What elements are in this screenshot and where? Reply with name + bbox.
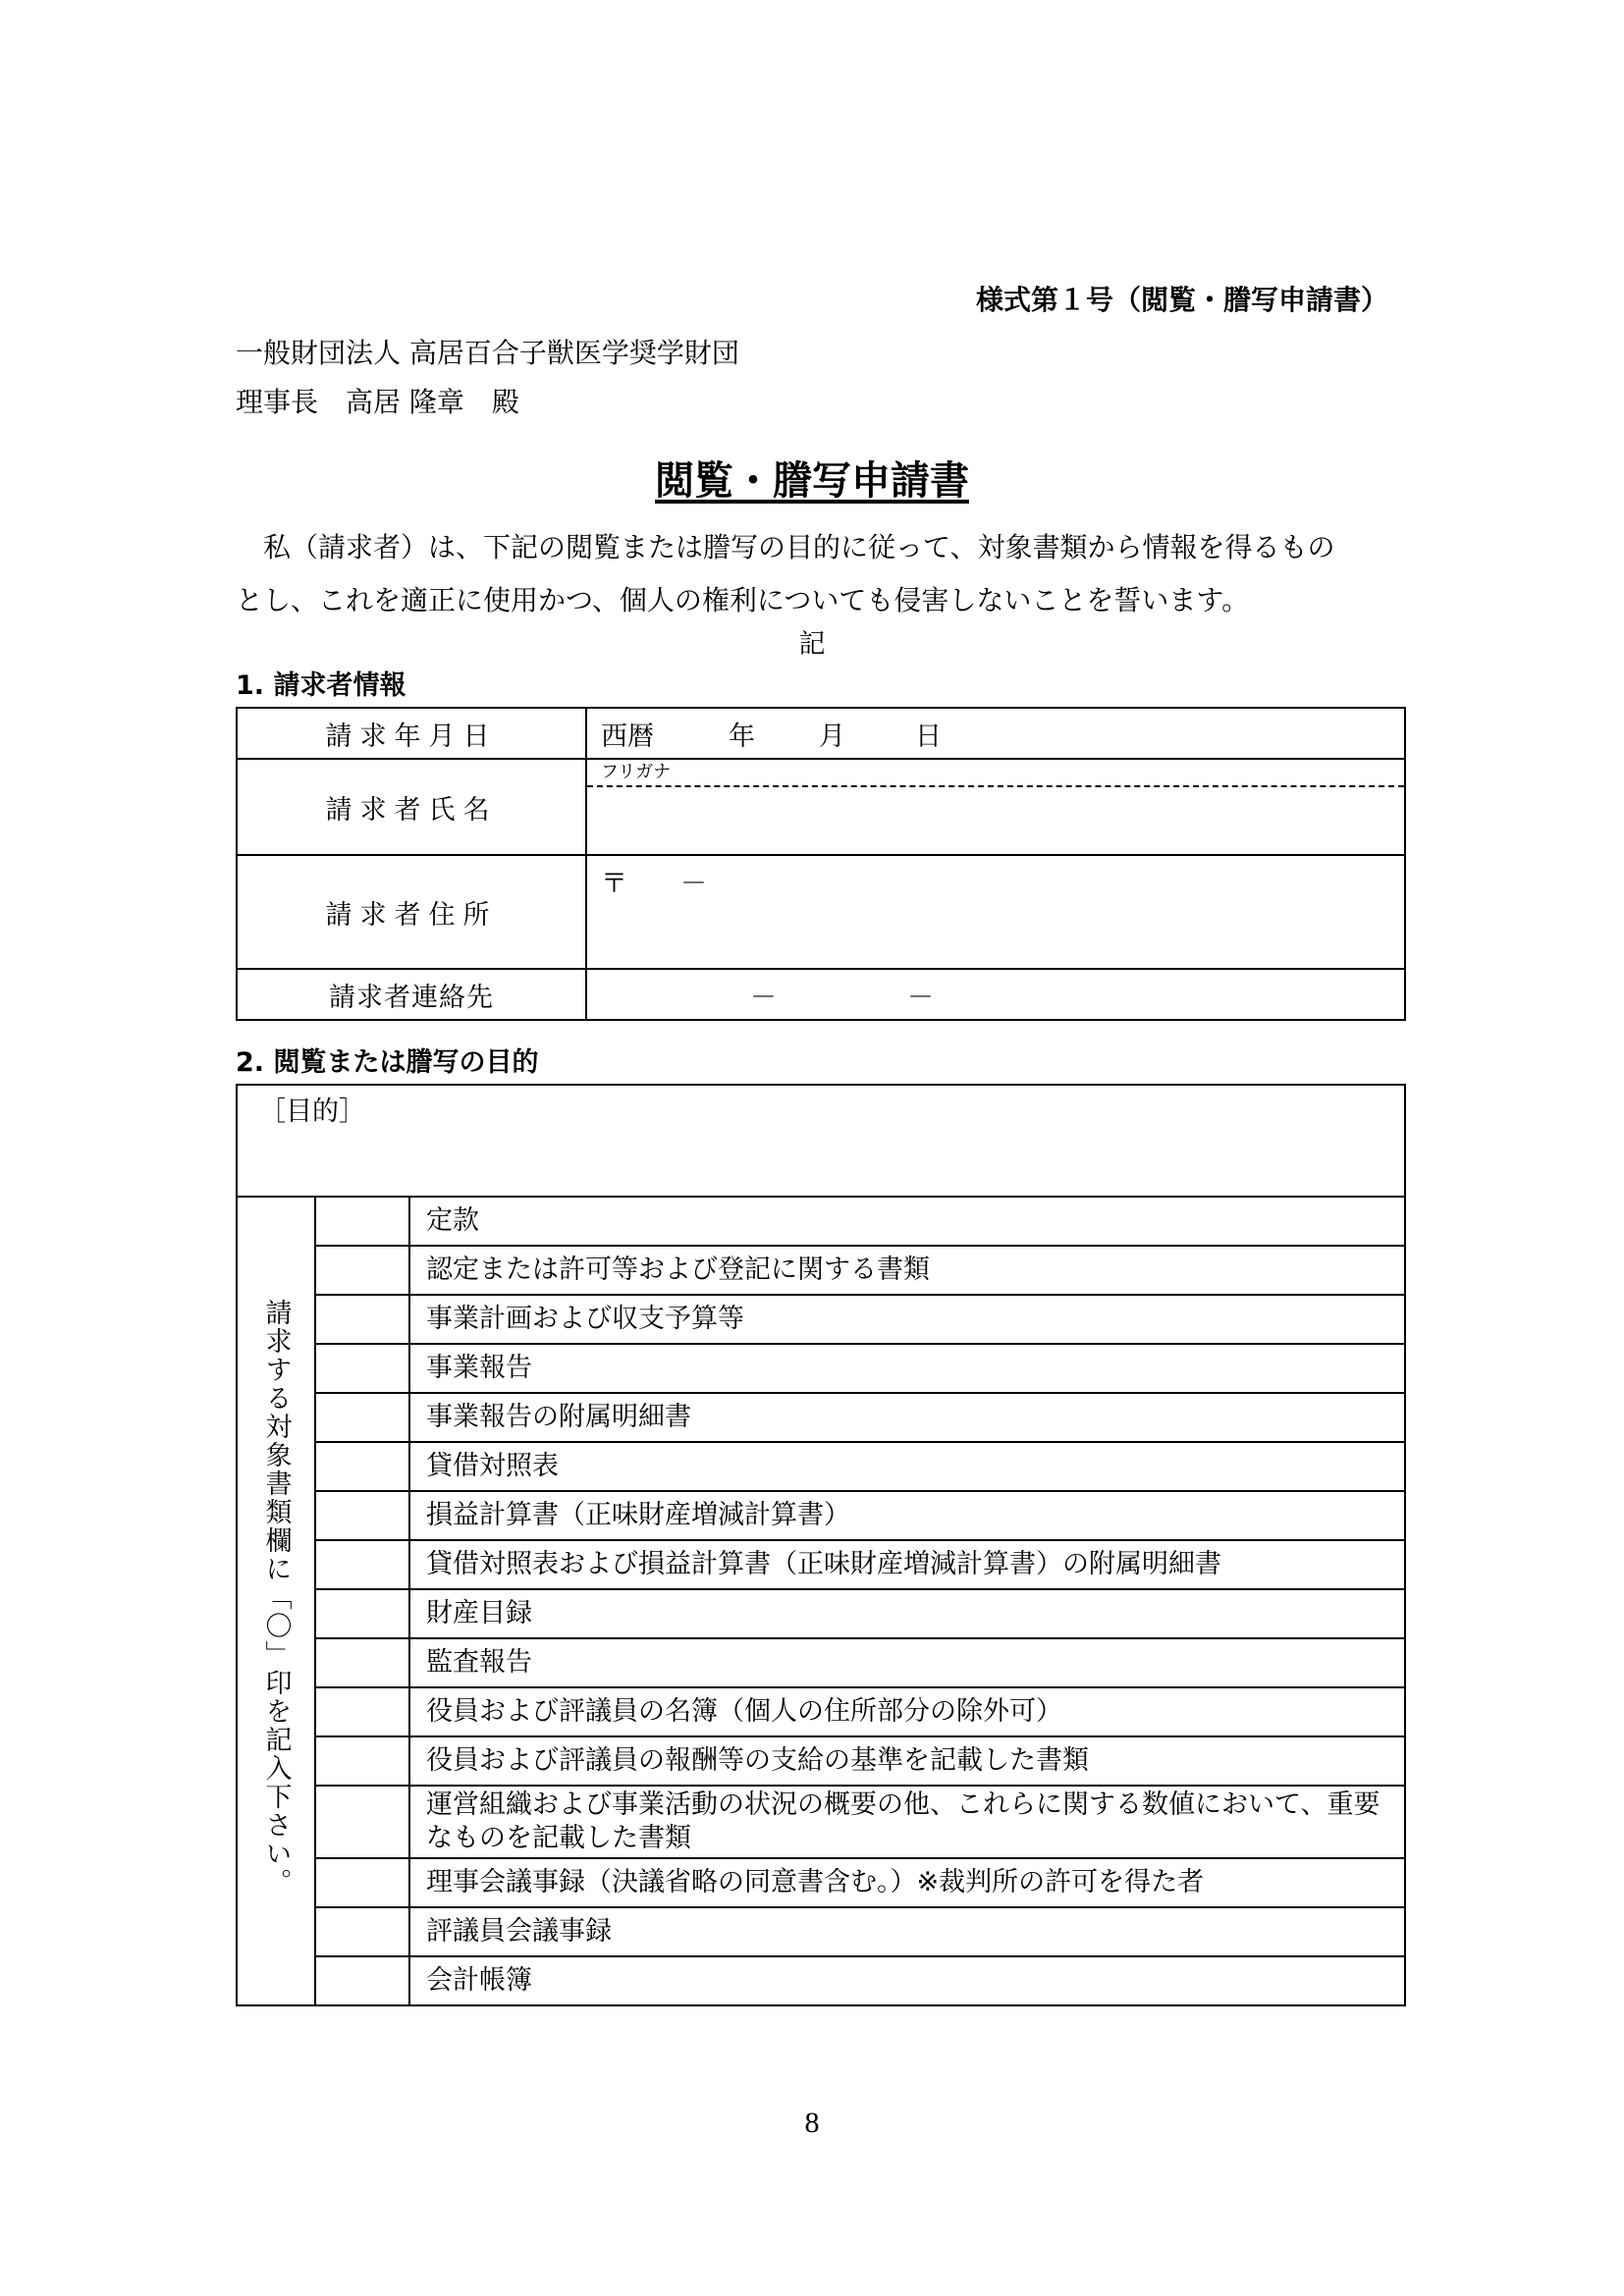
date-era: 西暦 [601, 721, 654, 752]
checkbox-cell[interactable] [315, 1638, 409, 1687]
document-item: 貸借対照表 [409, 1442, 1405, 1491]
document-item: 損益計算書（正味財産増減計算書） [409, 1491, 1405, 1540]
document-item: 役員および評議員の報酬等の支給の基準を記載した書類 [409, 1736, 1405, 1786]
checkbox-cell[interactable] [315, 1344, 409, 1393]
requester-info-table [236, 707, 1406, 1021]
checkbox-cell[interactable] [315, 1393, 409, 1442]
checkbox-cell[interactable] [315, 1907, 409, 1956]
name-input-area[interactable] [587, 787, 1404, 852]
checkbox-cell[interactable] [315, 1858, 409, 1907]
document-item: 定款 [409, 1197, 1405, 1246]
checkbox-cell[interactable] [315, 1295, 409, 1344]
document-item: 監査報告 [409, 1638, 1405, 1687]
intro-line-2: とし、これを適正に使用かつ、個人の権利についても侵害しないことを誓います。 [236, 584, 1250, 616]
name-field[interactable] [586, 759, 1405, 855]
address-field[interactable] [586, 855, 1405, 969]
document-item: 理事会議事録（決議省略の同意書含む。）※裁判所の許可を得た者 [409, 1858, 1405, 1907]
section2-title: 2. 閲覧または謄写の目的 [236, 1047, 539, 1078]
checkbox-cell[interactable] [315, 1589, 409, 1638]
checkbox-cell[interactable] [315, 1736, 409, 1786]
purpose-field[interactable] [237, 1085, 1405, 1197]
document-item: 会計帳簿 [409, 1956, 1405, 2005]
document-item: 運営組織および事業活動の状況の概要の他、これらに関する数値において、重要なものを記載した書類 [409, 1786, 1405, 1858]
purpose-label: ［目的］ [259, 1096, 365, 1127]
checkbox-cell[interactable] [315, 1687, 409, 1736]
document-item: 財産目録 [409, 1589, 1405, 1638]
address-label: 請求者住所 [237, 855, 586, 969]
section1-title: 1. 請求者情報 [236, 670, 406, 701]
contact-label: 請求者連絡先 [237, 969, 586, 1020]
purpose-table [236, 1084, 1406, 2006]
furigana-label: フリガナ [587, 760, 1404, 787]
addressee-organization: 一般財団法人 高居百合子獣医学奨学財団 [236, 337, 739, 369]
instruction-cell [237, 1197, 315, 2005]
date-field[interactable] [586, 708, 1405, 759]
document-item: 貸借対照表および損益計算書（正味財産増減計算書）の附属明細書 [409, 1540, 1405, 1589]
checkbox-cell[interactable] [315, 1442, 409, 1491]
contact-dash-2: － [907, 982, 934, 1013]
document-item: 事業報告 [409, 1344, 1405, 1393]
instruction-vertical-text: 請求する対象書類欄に「〇」印を記入下さい。 [260, 1299, 292, 1896]
checkbox-cell[interactable] [315, 1491, 409, 1540]
form-number: 様式第１号（閲覧・謄写申請書） [975, 284, 1388, 316]
document-item: 認定または許可等および登記に関する書類 [409, 1246, 1405, 1295]
contact-dash-1: － [750, 982, 777, 1013]
checkbox-cell[interactable] [315, 1956, 409, 2005]
document-title: 閲覧・謄写申請書 [655, 458, 969, 504]
postal-mark: 〒 － [601, 869, 707, 899]
document-item: 評議員会議事録 [409, 1907, 1405, 1956]
document-item: 事業報告の附属明細書 [409, 1393, 1405, 1442]
date-label: 請求年月日 [237, 708, 586, 759]
date-year: 年 [729, 721, 755, 752]
checkbox-cell[interactable] [315, 1540, 409, 1589]
checkbox-cell[interactable] [315, 1786, 409, 1858]
checkbox-cell[interactable] [315, 1197, 409, 1246]
addressee-person: 理事長 高居 隆章 殿 [236, 386, 519, 418]
ki-marker: 記 [798, 629, 826, 660]
document-item: 事業計画および収支予算等 [409, 1295, 1405, 1344]
name-label: 請求者氏名 [237, 759, 586, 855]
page-number: 8 [804, 2107, 820, 2139]
intro-line-1: 私（請求者）は、下記の閲覧または謄写の目的に従って、対象書類から情報を得るもの [236, 531, 1335, 563]
checkbox-cell[interactable] [315, 1246, 409, 1295]
date-month: 月 [819, 721, 845, 752]
contact-field[interactable] [586, 969, 1405, 1020]
document-item: 役員および評議員の名簿（個人の住所部分の除外可） [409, 1687, 1405, 1736]
date-day: 日 [915, 721, 942, 752]
